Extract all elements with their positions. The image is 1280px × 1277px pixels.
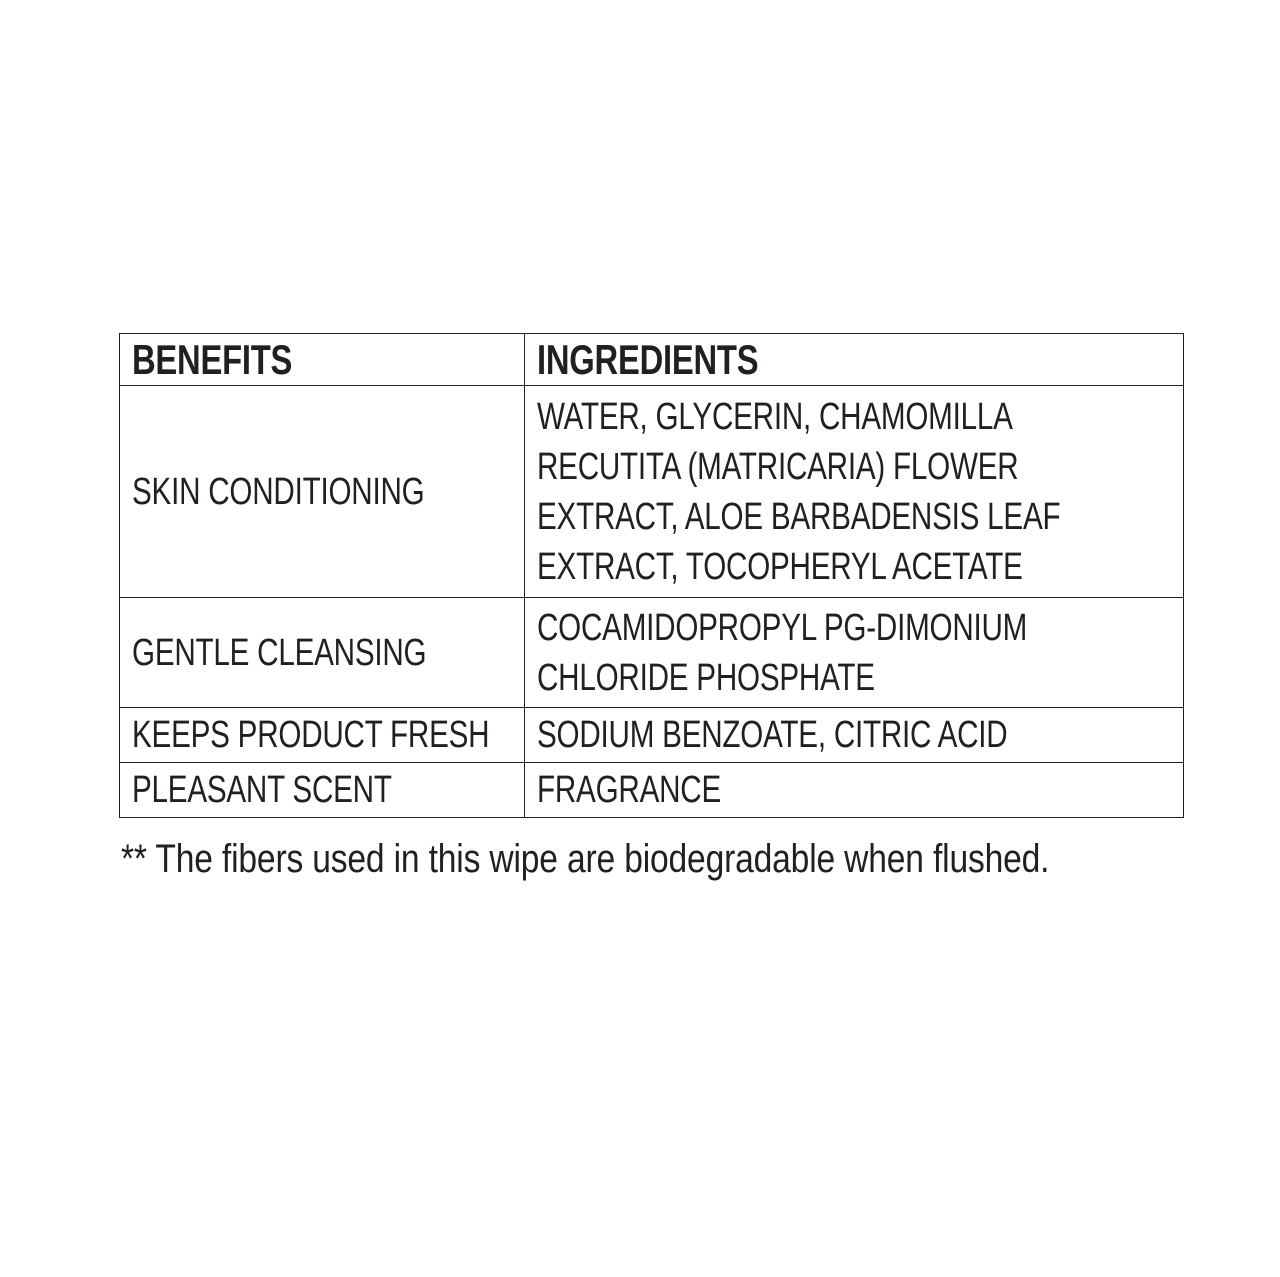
- ingredient-cell: COCAMIDOPROPYL PG-DIMONIUM CHLORIDE PHOSPHATE: [525, 598, 1184, 708]
- ingredient-cell: WATER, GLYCERIN, CHAMOMILLA RECUTITA (MATRICARIA) FLOWER EXTRACT, ALOE BARBADENSIS LEAF EXTRACT, TOCOPHERYL ACETATE: [525, 386, 1184, 598]
- table-row: [120, 763, 1184, 818]
- benefits-ingredients-table: [119, 333, 1184, 818]
- table-row: [120, 598, 1184, 708]
- table-row: [120, 386, 1184, 598]
- footnote: ** The fibers used in this wipe are biodegradable when flushed.: [121, 837, 1050, 881]
- table-row: [120, 708, 1184, 763]
- header-ingredients: INGREDIENTS: [525, 334, 1184, 386]
- ingredient-cell: SODIUM BENZOATE, CITRIC ACID: [525, 708, 1184, 763]
- ingredient-cell: FRAGRANCE: [525, 763, 1184, 818]
- benefit-cell: KEEPS PRODUCT FRESH: [120, 708, 525, 763]
- benefit-cell: GENTLE CLEANSING: [120, 598, 525, 708]
- benefit-cell: SKIN CONDITIONING: [120, 386, 525, 598]
- benefit-cell: PLEASANT SCENT: [120, 763, 525, 818]
- header-benefits: BENEFITS: [120, 334, 525, 386]
- table-header-row: [120, 334, 1184, 386]
